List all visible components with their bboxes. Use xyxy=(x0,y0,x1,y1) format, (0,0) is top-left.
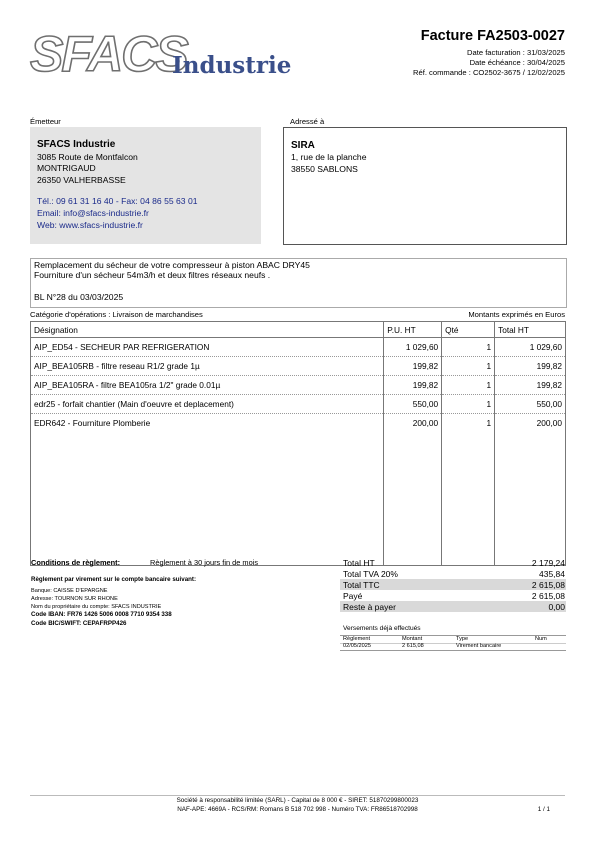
row-quantity: 1 xyxy=(442,357,495,376)
row-designation: AIP_ED54 - SECHEUR PAR REFRIGERATION xyxy=(31,338,384,357)
row-unit-price: 199,82 xyxy=(384,376,442,395)
issuer-email[interactable]: Email: info@sfacs-industrie.fr xyxy=(37,208,149,218)
row-total: 550,00 xyxy=(495,395,566,414)
payment-conditions-value: Règlement à 30 jours fin de mois xyxy=(150,558,259,567)
payments-header-montant: Montant xyxy=(402,636,423,642)
description-line-1: Remplacement du sécheur de votre compresseur à piston ABAC DRY45 xyxy=(34,260,310,270)
row-quantity: 1 xyxy=(442,338,495,357)
currency-note: Montants exprimés en Euros xyxy=(468,310,565,319)
recipient-address-2: 38550 SABLONS xyxy=(291,164,358,174)
order-reference: Réf. commande : CO2502-3675 / 12/02/2025 xyxy=(413,68,565,77)
row-total: 200,00 xyxy=(495,414,566,433)
row-unit-price: 550,00 xyxy=(384,395,442,414)
row-unit-price: 1 029,60 xyxy=(384,338,442,357)
recipient-box xyxy=(283,127,567,245)
bic-swift: Code BIC/SWIFT: CEPAFRPP426 xyxy=(31,620,127,627)
table-header-row xyxy=(31,322,566,338)
company-logo-industrie: Industrie xyxy=(172,52,292,79)
total-label: Total TVA 20% xyxy=(343,569,398,579)
payments-header-num: Num xyxy=(535,636,547,642)
payments-header-type: Type xyxy=(456,636,469,642)
row-designation: AIP_BEA105RB - filtre reseau R1/2 grade 1µ xyxy=(31,357,384,376)
payment-type: Virement bancaire xyxy=(456,643,502,649)
total-value: 435,84 xyxy=(539,569,565,579)
total-value: 2 615,08 xyxy=(531,580,565,590)
issuer-address-2: MONTRIGAUD xyxy=(37,163,96,173)
payment-amount: 2 615,08 xyxy=(402,643,424,649)
transfer-heading: Règlement par virement sur le compte bancaire suivant: xyxy=(31,576,197,583)
bank-address: Adresse: TOURNON SUR RHONE xyxy=(31,596,118,602)
total-label: Reste à payer xyxy=(343,602,396,612)
row-unit-price: 200,00 xyxy=(384,414,442,433)
paid-row xyxy=(340,590,566,601)
invoice-date: Date facturation : 31/03/2025 xyxy=(467,48,565,57)
row-quantity: 1 xyxy=(442,376,495,395)
recipient-heading: Adressé à xyxy=(290,117,325,126)
total-value: 2 179,24 xyxy=(531,558,565,568)
iban: Code IBAN: FR76 1426 5006 0008 7710 9354 338 xyxy=(31,611,172,618)
payments-table xyxy=(340,635,566,651)
issuer-box xyxy=(30,127,261,244)
row-total: 199,82 xyxy=(495,357,566,376)
delivery-note: BL N°28 du 03/03/2025 xyxy=(34,292,124,302)
total-label: Total TTC xyxy=(343,580,380,590)
total-ttc-row xyxy=(340,579,566,590)
payments-heading: Versements déjà effectués xyxy=(343,625,421,632)
row-unit-price: 199,82 xyxy=(384,357,442,376)
footer-legal-line-1: Société à responsabilité limitée (SARL) - Capital de 8 000 € - SIRET: 51870299800023 xyxy=(176,797,419,804)
row-designation: EDR642 - Fourniture Plomberie xyxy=(31,414,384,433)
row-designation: edr25 - forfait chantier (Main d'oeuvre et deplacement) xyxy=(31,395,384,414)
operation-category: Catégorie d'opérations : Livraison de marchandises xyxy=(30,310,203,319)
issuer-address-3: 26350 VALHERBASSE xyxy=(37,175,126,185)
invoice-title: Facture FA2503-0027 xyxy=(420,28,565,44)
total-label: Payé xyxy=(343,591,363,601)
account-owner: Nom du propriétaire du compte: SFACS INDUSTRIE xyxy=(31,604,162,610)
issuer-phone: Tél.: 09 61 31 16 40 - Fax: 04 86 55 63 01 xyxy=(37,196,198,206)
issuer-heading: Émetteur xyxy=(30,117,61,126)
row-quantity: 1 xyxy=(442,414,495,433)
page-number: 1 / 1 xyxy=(537,806,550,813)
total-label: Total HT xyxy=(343,558,375,568)
description-box xyxy=(30,258,567,308)
total-ht-row xyxy=(340,557,566,568)
payment-date: 02/05/2025 xyxy=(343,643,371,649)
issuer-name: SFACS Industrie xyxy=(37,139,116,150)
bank-name: Banque: CAISSE D'EPARGNE xyxy=(31,588,108,594)
total-tva-row xyxy=(340,568,566,579)
row-quantity: 1 xyxy=(442,395,495,414)
table-row xyxy=(31,357,566,376)
payments-divider xyxy=(340,643,566,644)
header-unit-price: P.U. HT xyxy=(384,322,442,338)
issuer-address-1: 3085 Route de Montfalcon xyxy=(37,152,138,162)
header-quantity: Qté xyxy=(442,322,495,338)
row-designation: AIP_BEA105RA - filtre BEA105ra 1/2" grade 0.01µ xyxy=(31,376,384,395)
row-total: 1 029,60 xyxy=(495,338,566,357)
recipient-address-1: 1, rue de la planche xyxy=(291,152,367,162)
description-line-2: Fourniture d'un sécheur 54m3/h et deux filtres réseaux neufs . xyxy=(34,270,271,280)
table-row xyxy=(31,376,566,395)
total-value: 0,00 xyxy=(548,602,565,612)
header-total: Total HT xyxy=(495,322,566,338)
recipient-name: SIRA xyxy=(291,140,315,151)
payment-conditions-label: Conditions de règlement: xyxy=(31,558,121,567)
total-value: 2 615,08 xyxy=(531,591,565,601)
issuer-website[interactable]: Web: www.sfacs-industrie.fr xyxy=(37,220,143,230)
company-logo-sfacs: SFACS xyxy=(30,26,187,82)
footer-divider xyxy=(30,795,565,796)
table-row xyxy=(31,338,566,357)
table-filler-row xyxy=(31,432,566,566)
header-designation: Désignation xyxy=(31,322,384,338)
row-total: 199,82 xyxy=(495,376,566,395)
payments-header-reglement: Règlement xyxy=(343,636,371,642)
invoice-due-date: Date échéance : 30/04/2025 xyxy=(469,58,565,67)
table-row xyxy=(31,395,566,414)
items-table xyxy=(30,321,566,566)
table-row xyxy=(31,414,566,433)
footer-legal-line-2: NAF-APE: 4669A - RCS/RM: Romans B 518 702 998 - Numéro TVA: FR86518702998 xyxy=(177,806,418,813)
remaining-row xyxy=(340,601,566,612)
